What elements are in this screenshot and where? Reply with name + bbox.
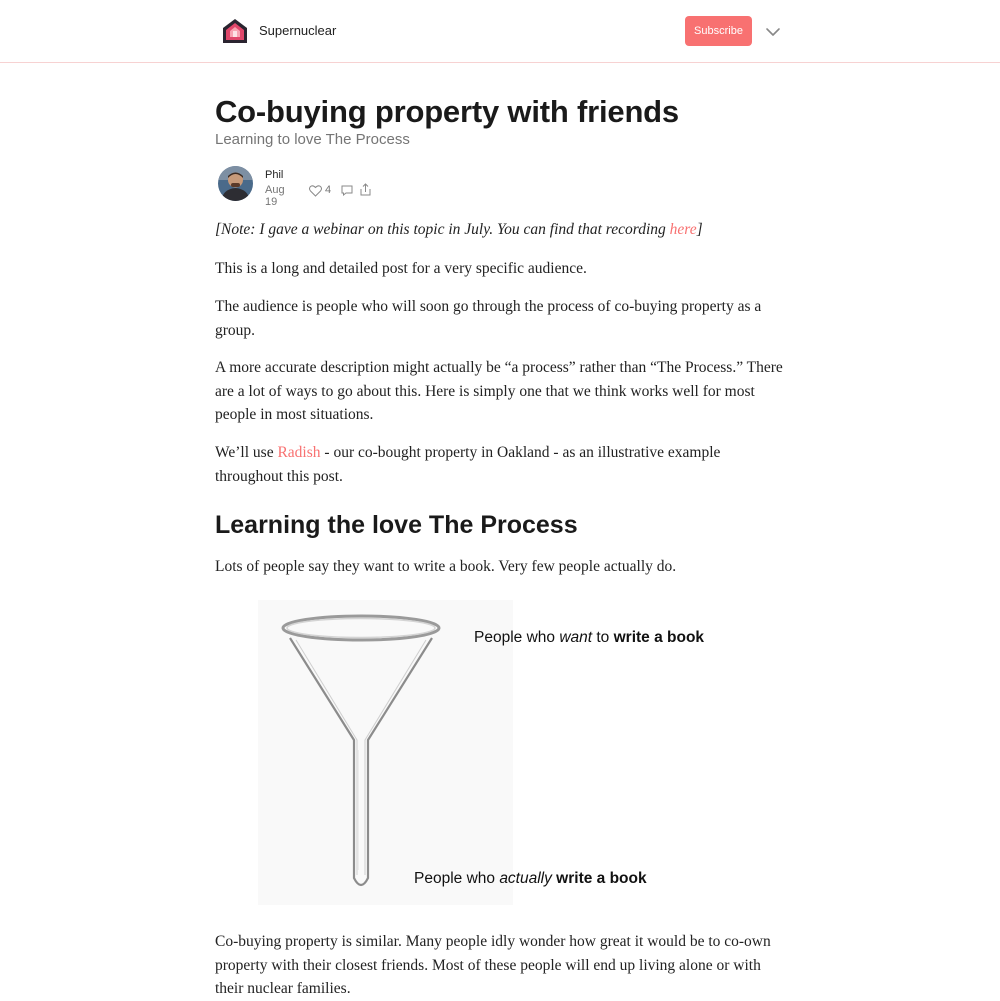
- paragraph-text: Co-buying property is similar. Many people idly wonder how great it would be to co-own property with their closest friends. Most of these people will end up living alone or with their nuclear families.: [215, 933, 771, 997]
- caption-strong: write a book: [613, 629, 705, 646]
- heart-icon[interactable]: [309, 185, 322, 197]
- caption-actually: [414, 870, 647, 888]
- post-subtitle: Learning to love The Process: [215, 131, 410, 148]
- paragraph-text: - our co-bought property in Oakland - as an illustrative example throughout this post.: [215, 444, 721, 485]
- paragraph-text: This is a long and detailed post for a very specific audience.: [215, 260, 587, 277]
- paragraph-text: Lots of people say they want to write a book. Very few people actually do.: [215, 558, 677, 575]
- caption-emphasis: actually: [499, 870, 552, 887]
- post-date: Aug 19: [265, 184, 285, 208]
- paragraph-1: [215, 257, 785, 281]
- paragraph-2: [215, 295, 785, 342]
- caption-text: to: [592, 629, 614, 646]
- paragraph-text: A more accurate description might actually be “a process” rather than “The Process.” There are a lot of ways to go about this. Here is simply one that we think works well for most people in most situations.: [215, 359, 783, 423]
- post-title: Co-buying property with friends: [215, 94, 679, 129]
- caption-text: People who: [474, 629, 560, 646]
- share-icon[interactable]: [360, 183, 371, 196]
- funnel-figure[interactable]: [258, 600, 738, 905]
- radish-link[interactable]: Radish: [277, 444, 321, 461]
- section-heading: Learning the love The Process: [215, 511, 578, 539]
- author-name[interactable]: Phil: [265, 169, 284, 181]
- note-paragraph: [215, 218, 785, 242]
- paragraph-6: [215, 930, 785, 1001]
- subscribe-button[interactable]: Subscribe: [685, 16, 752, 46]
- paragraph-5: [215, 555, 785, 579]
- note-text: [Note: I gave a webinar on this topic in July. You can find that recording: [215, 221, 670, 238]
- caption-strong: write a book: [551, 870, 647, 887]
- paragraph-text: We’ll use: [215, 444, 278, 461]
- paragraph-text: The audience is people who will soon go through the process of co-buying property as a group.: [215, 298, 762, 339]
- publication-name[interactable]: Supernuclear: [259, 23, 337, 38]
- paragraph-4: [215, 441, 785, 488]
- top-bar: [0, 0, 1000, 63]
- caption-text: People who: [414, 870, 500, 887]
- house-logo-icon[interactable]: [222, 18, 248, 44]
- chevron-down-icon[interactable]: [765, 24, 781, 40]
- like-count: 4: [325, 184, 332, 196]
- avatar[interactable]: [218, 166, 253, 201]
- paragraph-3: [215, 356, 785, 427]
- comment-icon[interactable]: [341, 185, 353, 196]
- caption-emphasis: want: [559, 629, 593, 646]
- note-suffix: ]: [696, 221, 703, 238]
- avatar-image: [218, 166, 253, 201]
- recording-link[interactable]: here: [669, 221, 697, 238]
- caption-want: [474, 629, 704, 647]
